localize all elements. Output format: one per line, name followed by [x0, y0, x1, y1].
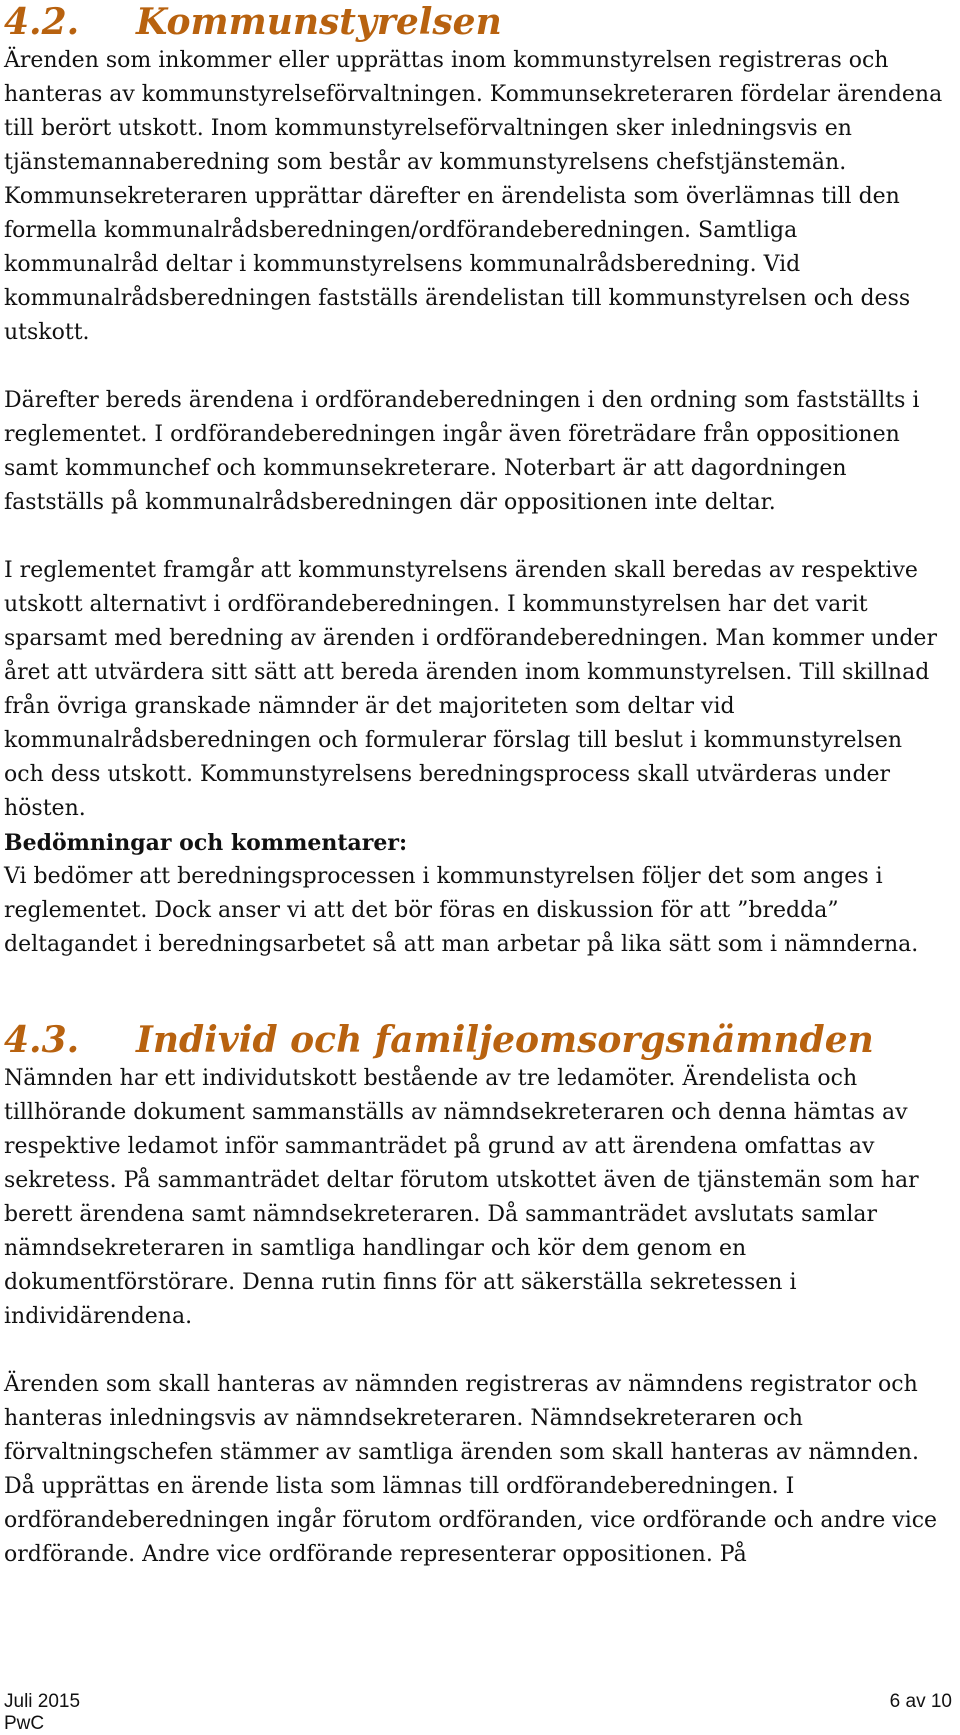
section-heading-4-2	[4, 0, 956, 44]
paragraph: Ärenden som skall hanteras av nämnden registreras av nämndens registrator och hanteras inledningsvis av nämndsekreteraren. Nämndsekreteraren och förvaltningschefen stämmer av samtliga ärenden som skall hanteras av nämnden. Då upprättas en ärende lista som lämnas till ordförandeberedningen. I ordförandeberedningen ingår förutom ordföranden, vice ordförande och andre vice ordförande. Andre vice ordförande representerar oppositionen. På	[4, 1372, 938, 1567]
footer-page-number: 6 av 10	[889, 1691, 952, 1712]
footer-company: PwC	[4, 1713, 45, 1734]
page-footer	[4, 1691, 952, 1735]
section-number: 4.3.	[4, 1019, 80, 1061]
section-heading-4-3	[4, 1018, 956, 1062]
assessment-label: Bedömningar och kommentarer:	[4, 830, 408, 856]
assessment-text: Vi bedömer att beredningsprocessen i kommunstyrelsen följer det som anges i reglementet. Dock anser vi att det bör föras en diskussion för att ”bredda” deltagandet i beredningsarbetet så att man arbetar på lika sätt som i nämnderna.	[4, 864, 919, 957]
paragraph: Därefter bereds ärendena i ordförandeberedningen i den ordning som fastställts i reglementet. I ordförandeberedningen ingår även företrädare från oppositionen samt kommunchef och kommunsekreterare. Noterbart är att dagordningen fastställs på kommunalrådsberedningen där oppositionen inte deltar.	[4, 388, 920, 515]
paragraph: Nämnden har ett individutskott bestående av tre ledamöter. Ärendelista och tillhörande dokument sammanställs av nämndsekreteraren och denna hämtas av respektive ledamot inför sammanträdet på grund av att ärendena omfattas av sekretess. På sammanträdet deltar förutom utskottet även de tjänstemän som har berett ärendena samt nämndsekreteraren. Då sammanträdet avslutats samlar nämndsekreteraren in samtliga handlingar och kör dem genom en dokumentförstörare. Denna rutin finns för att säkerställa sekretessen i individärendena.	[4, 1066, 919, 1329]
document-page	[4, 0, 956, 1572]
paragraph: Ärenden som inkommer eller upprättas inom kommunstyrelsen registreras och hanteras av kommunstyrelseförvaltningen. Kommunsekreteraren fördelar ärendena till berört utskott. Inom kommunstyrelseförvaltningen sker inledningsvis en tjänstemannaberedning som består av kommunstyrelsens chefstjänstemän. Kommunsekreteraren upprättar därefter en ärendelista som överlämnas till den formella kommunalrådsberedningen/ordförandeberedningen. Samtliga kommunalråd deltar i kommunstyrelsens kommunalrådsberedning. Vid kommunalrådsberedningen fastställs ärendelistan till kommunstyrelsen och dess utskott.	[4, 48, 943, 345]
footer-date: Juli 2015	[4, 1691, 81, 1712]
paragraph: I reglementet framgår att kommunstyrelsens ärenden skall beredas av respektive utskott alternativt i ordförandeberedningen. I kommunstyrelsen har det varit sparsamt med beredning av ärenden i ordförandeberedningen. Man kommer under året att utvärdera sitt sätt att bereda ärenden inom kommunstyrelsen. Till skillnad från övriga granskade nämnder är det majoriteten som deltar vid kommunalrådsberedningen och formulerar förslag till beslut i kommunstyrelsen och dess utskott. Kommunstyrelsens beredningsprocess skall utvärderas under hösten.	[4, 558, 937, 821]
section-title: Individ och familjeomsorgsnämnden	[136, 1019, 874, 1061]
section-title: Kommunstyrelsen	[136, 1, 502, 43]
section-number: 4.2.	[4, 1, 80, 43]
